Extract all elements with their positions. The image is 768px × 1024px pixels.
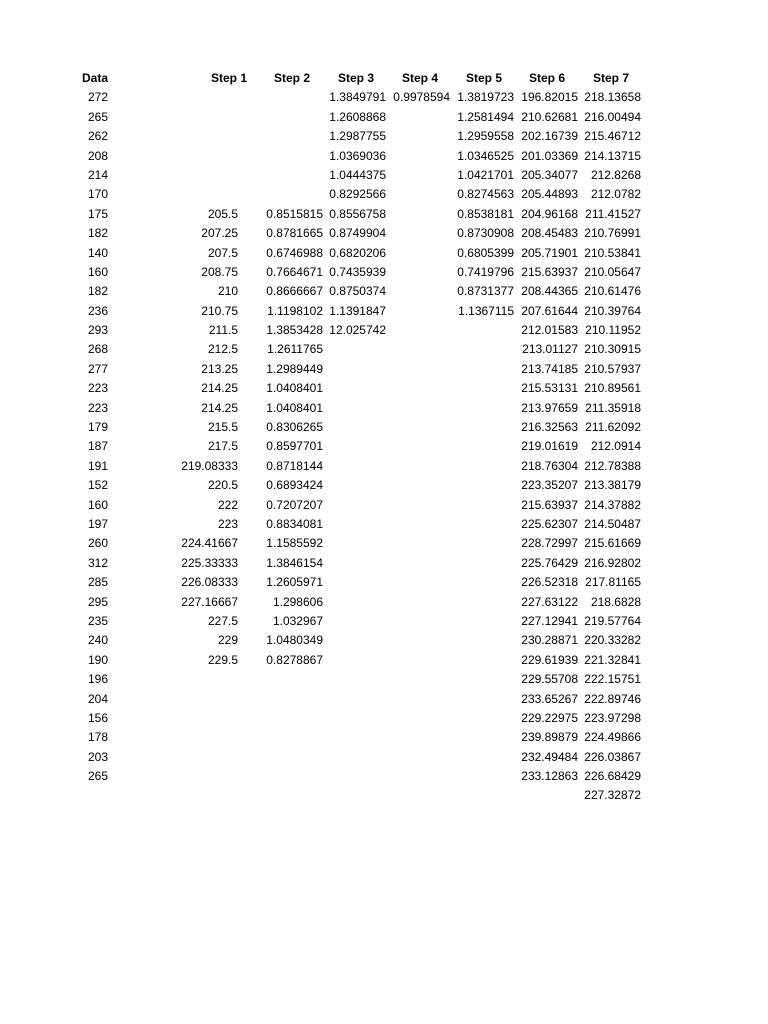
- step-1-value: 223: [217, 516, 238, 531]
- step-7-value: 214.50487: [584, 516, 641, 531]
- step-1-value: 210.75: [201, 303, 238, 318]
- step-6-value: 202.16739: [521, 129, 578, 144]
- step-6-value: 225.76429: [521, 555, 578, 570]
- step-2-value: 1.032967: [272, 613, 323, 628]
- step-7-value: 222.89746: [584, 691, 641, 706]
- data-value: 152: [88, 478, 109, 493]
- data-value: 196: [88, 672, 109, 687]
- step-1-value: 229.5: [207, 652, 238, 667]
- data-value: 182: [88, 226, 109, 241]
- table-row: [0, 534, 768, 553]
- table-row: [0, 108, 768, 127]
- step-6-value: 208.44365: [521, 284, 578, 299]
- step-5-value: 0.8731377: [457, 284, 514, 299]
- step-3-value: 12.025742: [329, 323, 386, 338]
- table-row: [0, 496, 768, 515]
- table-row: [0, 185, 768, 204]
- step-1-value: 220.5: [207, 478, 238, 493]
- step-1-value: 226.08333: [181, 575, 238, 590]
- step-7-value: 211.41527: [585, 206, 641, 221]
- step-7-value: 220.33282: [584, 633, 641, 648]
- table-row: [0, 651, 768, 670]
- step-7-value: 223.97298: [584, 710, 641, 725]
- step-1-value: 222: [217, 497, 238, 512]
- step-1-value: 217.5: [207, 439, 238, 454]
- step-7-value: 210.61476: [584, 284, 641, 299]
- data-value: 262: [88, 129, 109, 144]
- step-6-value: 218.76304: [521, 458, 578, 473]
- data-value: 190: [88, 652, 109, 667]
- data-value: 265: [88, 109, 109, 124]
- step-5-value: 0.8538181: [457, 206, 514, 221]
- step-6-value: 216.32563: [521, 420, 578, 435]
- data-value: 179: [88, 420, 109, 435]
- table-row: [0, 166, 768, 185]
- step-2-value: 1.1198102: [267, 303, 323, 318]
- step-7-value: 212.0782: [590, 187, 641, 202]
- step-7-value: 226.03867: [584, 749, 641, 764]
- step-5-value: 1.2581494: [457, 109, 514, 124]
- step-3-value: 1.0444375: [329, 167, 386, 182]
- data-value: 140: [88, 245, 109, 260]
- step-2-value: 0.8718144: [266, 458, 323, 473]
- step-2-value: 0.8781665: [266, 226, 323, 241]
- step-6-value: 227.63122: [521, 594, 578, 609]
- step-5-value: 1.2959558: [457, 129, 514, 144]
- step-2-value: 0.8666667: [266, 284, 323, 299]
- data-value: 285: [88, 575, 109, 590]
- step-5-value: 1.1367115: [458, 303, 514, 318]
- step-6-value: 213.97659: [521, 400, 578, 415]
- step-1-value: 212.5: [207, 342, 238, 357]
- table-row: [0, 418, 768, 437]
- data-value: 160: [88, 497, 109, 512]
- data-value: 223: [88, 400, 109, 415]
- step-1-value: 227.5: [207, 613, 238, 628]
- step-2-value: 0.8278867: [266, 652, 323, 667]
- step-1-value: 229: [217, 633, 238, 648]
- table-row: [0, 321, 768, 340]
- header-step-5: Step 5: [466, 71, 503, 85]
- data-value: 312: [88, 555, 109, 570]
- data-value: 197: [88, 516, 109, 531]
- step-6-value: 229.61939: [521, 652, 578, 667]
- step-6-value: 215.63937: [521, 264, 578, 279]
- step-2-value: 0.8306265: [266, 420, 323, 435]
- step-2-value: 1.2605971: [266, 575, 323, 590]
- data-value: 223: [88, 381, 109, 396]
- data-value: 160: [88, 264, 109, 279]
- step-2-value: 1.2989449: [266, 361, 323, 376]
- step-7-value: 218.6828: [590, 594, 641, 609]
- table-row: [0, 612, 768, 631]
- step-7-value: 210.57937: [584, 361, 641, 376]
- step-5-value: 0.6805399: [457, 245, 514, 260]
- step-5-value: 0.7419796: [457, 264, 514, 279]
- step-3-value: 0.8750374: [329, 284, 386, 299]
- table-row: [0, 631, 768, 650]
- header-step-1: Step 1: [211, 71, 248, 85]
- step-2-value: 0.7207207: [266, 497, 323, 512]
- table-row: [0, 709, 768, 728]
- header-data: Data: [82, 71, 109, 85]
- data-value: 240: [88, 633, 109, 648]
- step-2-value: 1.2611765: [267, 342, 323, 357]
- step-7-value: 210.39764: [584, 303, 641, 318]
- data-value: 175: [88, 206, 109, 221]
- step-6-value: 215.53131: [521, 381, 578, 396]
- step-2-value: 1.0408401: [266, 400, 323, 415]
- step-5-value: 1.0421701: [457, 167, 514, 182]
- step-6-value: 229.22975: [521, 710, 578, 725]
- step-2-value: 1.298606: [272, 594, 323, 609]
- step-6-value: 205.44893: [521, 187, 578, 202]
- data-value: 293: [88, 323, 109, 338]
- step-3-value: 0.8749904: [329, 226, 386, 241]
- step-3-value: 0.8292566: [329, 187, 386, 202]
- data-value: 265: [88, 769, 109, 784]
- header-step-4: Step 4: [402, 71, 439, 85]
- data-value: 182: [88, 284, 109, 299]
- table-row: [0, 748, 768, 767]
- header-step-6: Step 6: [529, 71, 566, 85]
- step-6-value: 228.72997: [521, 536, 578, 551]
- table-row: [0, 476, 768, 495]
- step-6-value: 201.03369: [521, 148, 578, 163]
- data-value: 156: [88, 710, 109, 725]
- step-1-value: 219.08333: [181, 458, 238, 473]
- table-row: [0, 786, 768, 805]
- step-2-value: 1.0408401: [266, 381, 323, 396]
- step-6-value: 212.01583: [521, 323, 578, 338]
- data-value: 236: [88, 303, 109, 318]
- step-6-value: 233.65267: [521, 691, 578, 706]
- table-row: [0, 457, 768, 476]
- step-1-value: 205.5: [207, 206, 238, 221]
- step-6-value: 207.61644: [521, 303, 578, 318]
- step-6-value: 213.01127: [522, 342, 578, 357]
- step-7-value: 219.57764: [584, 613, 641, 628]
- step-1-value: 224.41667: [181, 536, 238, 551]
- table-row: [0, 127, 768, 146]
- data-value: 204: [88, 691, 109, 706]
- header-step-2: Step 2: [274, 71, 311, 85]
- step-7-value: 215.46712: [584, 129, 641, 144]
- spreadsheet-table: [0, 69, 768, 806]
- table-row: [0, 263, 768, 282]
- step-3-value: 1.3849791: [329, 90, 386, 105]
- data-value: 191: [88, 458, 109, 473]
- data-value: 170: [88, 187, 109, 202]
- step-2-value: 0.8834081: [266, 516, 323, 531]
- step-3-value: 0.7435939: [329, 264, 386, 279]
- step-6-value: 239.89879: [521, 730, 578, 745]
- step-6-value: 205.71901: [521, 245, 578, 260]
- step-7-value: 222.15751: [584, 672, 641, 687]
- step-2-value: 0.8597701: [266, 439, 323, 454]
- table-row: [0, 88, 768, 107]
- step-5-value: 1.3819723: [457, 90, 514, 105]
- step-7-value: 211.35918: [585, 400, 641, 415]
- step-7-value: 210.53841: [584, 245, 641, 260]
- step-7-value: 217.81165: [585, 575, 641, 590]
- step-7-value: 212.78388: [584, 458, 641, 473]
- step-6-value: 219.01619: [521, 439, 578, 454]
- table-row: [0, 554, 768, 573]
- table-row: [0, 379, 768, 398]
- table-row: [0, 224, 768, 243]
- table-row: [0, 767, 768, 786]
- header-step-3: Step 3: [338, 71, 375, 85]
- step-6-value: 233.12863: [521, 769, 578, 784]
- step-6-value: 215.63937: [521, 497, 578, 512]
- step-1-value: 211.5: [208, 323, 238, 338]
- step-3-value: 1.1391847: [329, 303, 386, 318]
- step-3-value: 0.8556758: [329, 206, 386, 221]
- step-1-value: 227.16667: [181, 594, 238, 609]
- step-7-value: 214.37882: [584, 497, 641, 512]
- step-7-value: 210.76991: [584, 226, 641, 241]
- step-6-value: 232.49484: [521, 749, 578, 764]
- table-row: [0, 282, 768, 301]
- step-6-value: 229.55708: [521, 672, 578, 687]
- step-1-value: 207.25: [201, 226, 238, 241]
- table-row: [0, 690, 768, 709]
- step-6-value: 205.34077: [521, 167, 578, 182]
- table-row: [0, 244, 768, 263]
- step-7-value: 210.05647: [584, 264, 641, 279]
- table-row: [0, 399, 768, 418]
- step-7-value: 218.13658: [584, 90, 641, 105]
- step-2-value: 0.6746988: [266, 245, 323, 260]
- step-7-value: 212.0914: [590, 439, 641, 454]
- step-7-value: 214.13715: [584, 148, 641, 163]
- step-3-value: 0.6820206: [329, 245, 386, 260]
- step-7-value: 221.32841: [584, 652, 641, 667]
- step-7-value: 224.49866: [584, 730, 641, 745]
- header-row: [0, 69, 768, 88]
- step-1-value: 213.25: [201, 361, 238, 376]
- table-row: [0, 340, 768, 359]
- step-6-value: 223.35207: [521, 478, 578, 493]
- step-1-value: 207.5: [207, 245, 238, 260]
- data-value: 272: [88, 90, 109, 105]
- step-5-value: 1.0346525: [457, 148, 514, 163]
- step-1-value: 225.33333: [181, 555, 238, 570]
- data-value: 260: [88, 536, 109, 551]
- data-value: 187: [88, 439, 109, 454]
- table-row: [0, 670, 768, 689]
- step-1-value: 214.25: [201, 381, 238, 396]
- step-2-value: 0.8515815: [266, 206, 323, 221]
- step-2-value: 0.6893424: [266, 478, 323, 493]
- step-6-value: 196.82015: [521, 90, 578, 105]
- step-6-value: 225.62307: [521, 516, 578, 531]
- table-row: [0, 147, 768, 166]
- step-7-value: 227.32872: [584, 788, 641, 803]
- step-6-value: 213.74185: [521, 361, 578, 376]
- data-value: 277: [88, 361, 109, 376]
- step-2-value: 1.3853428: [266, 323, 323, 338]
- step-6-value: 226.52318: [521, 575, 578, 590]
- step-7-value: 226.68429: [584, 769, 641, 784]
- step-1-value: 214.25: [201, 400, 238, 415]
- step-5-value: 0.8274563: [457, 187, 514, 202]
- data-value: 214: [88, 167, 109, 182]
- step-6-value: 227.12941: [521, 613, 578, 628]
- table-row: [0, 728, 768, 747]
- step-1-value: 210: [217, 284, 238, 299]
- step-7-value: 213.38179: [584, 478, 641, 493]
- step-7-value: 212.8268: [590, 167, 641, 182]
- data-value: 208: [88, 148, 109, 163]
- table-row: [0, 593, 768, 612]
- table-row: [0, 437, 768, 456]
- step-3-value: 1.2608868: [329, 109, 386, 124]
- step-7-value: 210.89561: [584, 381, 641, 396]
- data-value: 178: [88, 730, 109, 745]
- step-6-value: 210.62681: [521, 109, 578, 124]
- step-7-value: 215.61669: [584, 536, 641, 551]
- header-step-7: Step 7: [593, 71, 630, 85]
- step-3-value: 1.2987755: [329, 129, 386, 144]
- data-value: 235: [88, 613, 109, 628]
- step-2-value: 1.0480349: [266, 633, 323, 648]
- step-7-value: 216.92802: [584, 555, 641, 570]
- step-7-value: 216.00494: [584, 109, 641, 124]
- step-6-value: 208.45483: [521, 226, 578, 241]
- table-row: [0, 360, 768, 379]
- step-7-value: 211.62092: [585, 420, 641, 435]
- step-5-value: 0.8730908: [457, 226, 514, 241]
- step-4-value: 0.9978594: [393, 90, 450, 105]
- data-value: 203: [88, 749, 109, 764]
- table-row: [0, 515, 768, 534]
- step-7-value: 210.30915: [584, 342, 641, 357]
- data-value: 268: [88, 342, 109, 357]
- table-row: [0, 302, 768, 321]
- step-2-value: 0.7664671: [266, 264, 323, 279]
- table-body: [0, 88, 768, 805]
- step-1-value: 208.75: [201, 264, 238, 279]
- table-row: [0, 205, 768, 224]
- step-1-value: 215.5: [207, 420, 238, 435]
- step-6-value: 204.96168: [521, 206, 578, 221]
- step-6-value: 230.28871: [521, 633, 578, 648]
- step-2-value: 1.3846154: [266, 555, 323, 570]
- step-7-value: 210.11952: [585, 323, 641, 338]
- data-value: 295: [88, 594, 109, 609]
- step-3-value: 1.0369036: [329, 148, 386, 163]
- table-row: [0, 573, 768, 592]
- step-2-value: 1.1585592: [266, 536, 323, 551]
